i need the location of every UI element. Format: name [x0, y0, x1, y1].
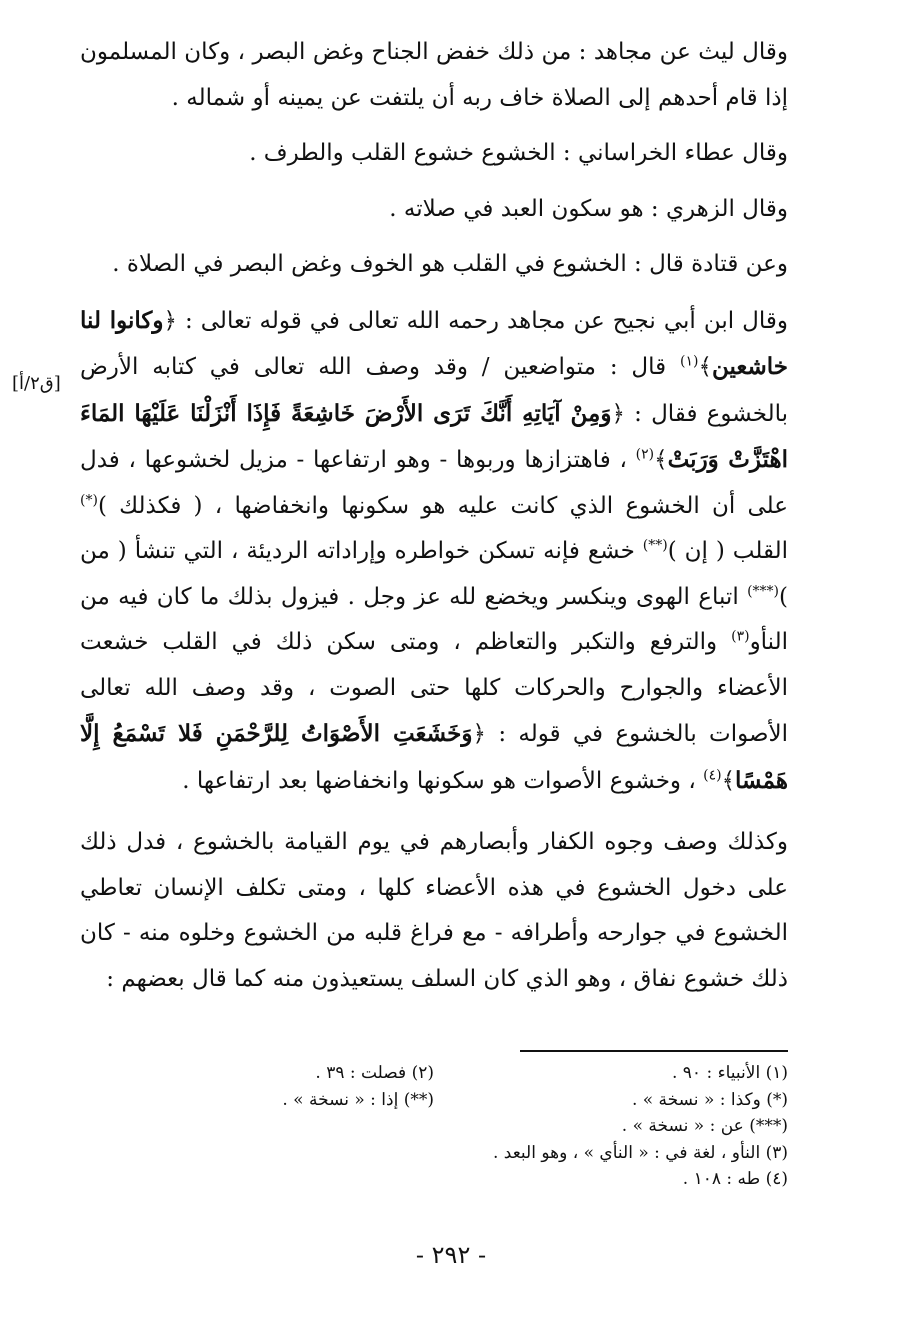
quran-bracket-close: ﴾: [721, 767, 736, 794]
paragraph-4: وعن قتادة قال : الخشوع في القلب هو الخوف وغض البصر في الصلاة .: [112, 251, 788, 277]
footnote-double-star: (**) إذا : « نسخة » .: [282, 1089, 434, 1110]
paragraph-5-text-d: القلب ( إن ): [667, 538, 788, 564]
quran-verse-3-text: وَخَشَعَتِ الأَصْوَاتُ لِلرَّحْمَنِ فَلا تَسْمَعُ إِلَّا هَمْسًا: [80, 720, 788, 794]
footnote-star: (*) وكذا : « نسخة » .: [631, 1089, 788, 1110]
paragraph-5-text-b: قال : متواضعين / وقد وصف الله تعالى في كتابه الأرض بالخشوع فقال :: [80, 354, 789, 427]
footnote-4: (٤) طه : ١٠٨ .: [682, 1169, 788, 1189]
paragraph-6: وكذلك وصف وجوه الكفار وأبصارهم في يوم القيامة بالخشوع ، فدل ذلك على دخول الخشوع في هذه الأعضاء كلها ، ومتى تكلف الإنسان تعاطي الخشوع في جوارحه وأطرافه - مع فراغ قلبه من الخشوع وخلوه منه - كان ذلك خشوع نفاق ، وهو الذي كان السلف يستعيذون منه كما قال بعضهم :: [80, 829, 788, 992]
quran-bracket-open: ﴿: [611, 400, 625, 427]
footnote-triple-star: (***) عن : « نسخة » .: [621, 1116, 788, 1136]
footnote-2: (٢) فصلت : ٣٩ .: [315, 1063, 434, 1083]
footnote-divider: [520, 1050, 788, 1052]
footnote-ref-3[interactable]: (٣): [731, 628, 750, 645]
footnote-ref-triple-star[interactable]: (***): [747, 582, 780, 599]
quran-bracket-close: ﴾: [698, 354, 712, 380]
paragraph-5: [80, 298, 788, 805]
footnote-ref-star[interactable]: (*): [80, 491, 98, 508]
paragraph-5-text-h: ، وخشوع الأصوات هو سكونها وانخفاضها بعد ارتفاعها .: [182, 767, 696, 794]
paragraph-5-text-f: اتباع الهوى وينكسر ويخضع لله عز وجل . فيزول بذلك ما كان فيه من النأو: [80, 583, 789, 655]
footnote-ref-4[interactable]: (٤): [703, 766, 722, 783]
quran-verse-1-text: وكانوا لنا خاشعين: [80, 306, 789, 380]
quran-bracket-open: ﴿: [472, 721, 486, 747]
main-text: [12, 30, 789, 1002]
footnote-row: [80, 1060, 788, 1087]
paragraph-2: وقال عطاء الخراساني : الخشوع خشوع القلب والطرف .: [249, 140, 788, 166]
footnote-ref-1[interactable]: (١): [680, 353, 699, 370]
footnote-ref-double-star[interactable]: (**): [642, 537, 668, 554]
paragraph-3: وقال الزهري : هو سكون العبد في صلاته .: [389, 195, 788, 222]
footnote-row: [80, 1087, 788, 1114]
paragraph-5-text-a: وقال ابن أبي نجيح عن مجاهد رحمه الله تعالى في قوله تعالى :: [184, 307, 789, 334]
footnote-3: (٣) النأو ، لغة في : « النأي » ، وهو البعد .: [492, 1142, 788, 1163]
quran-bracket-open: ﴿: [163, 307, 177, 334]
quran-bracket-close: ﴾: [654, 447, 668, 473]
footnotes: [80, 1060, 788, 1193]
paragraph-1: وقال ليث عن مجاهد : من ذلك خفض الجناح وغض البصر ، وكان المسلمون إذا قام أحدهم إلى الصلاة خاف ربه أن يلتفت عن يمينه أو شماله .: [80, 39, 788, 111]
paragraph-5-text-g: والترفع والتكبر والتعاظم ، ومتى سكن ذلك في القلب خشعت الأعضاء والجوارح والحركات كلها حتى الصوت ، وقد وصف الله تعالى الأصوات بالخشوع في قوله :: [80, 629, 789, 747]
manuscript-folio-marker: [ق٢/أ]: [12, 373, 61, 394]
quran-verse-2-text: وَمِنْ آيَاتِهِ أَنَّكَ تَرَى الأَرْضَ خَاشِعَةً فَإِذَا أَنْزَلْنَا عَلَيْهَا المَاءَ اهْتَزَّتْ وَرَبَتْ: [80, 399, 789, 473]
footnote-1: (١) الأنبياء : ٩٠ .: [671, 1063, 788, 1083]
footnote-ref-2[interactable]: (٢): [635, 446, 655, 463]
page-number: - ٢٩٢ -: [415, 1241, 487, 1269]
paragraph-5-text-c: ، فاهتزازها وربوها - وهو ارتفاعها - مزيل لخشوعها ، فدل على أن الخشوع الذي كانت عليه هو سكونها وانخفاضها ، ( فكذلك ): [80, 447, 788, 519]
paragraph-5-text-e: خشع فإنه تسكن خواطره وإراداته الرديئة ، التي تنشأ ( من ): [80, 538, 789, 610]
